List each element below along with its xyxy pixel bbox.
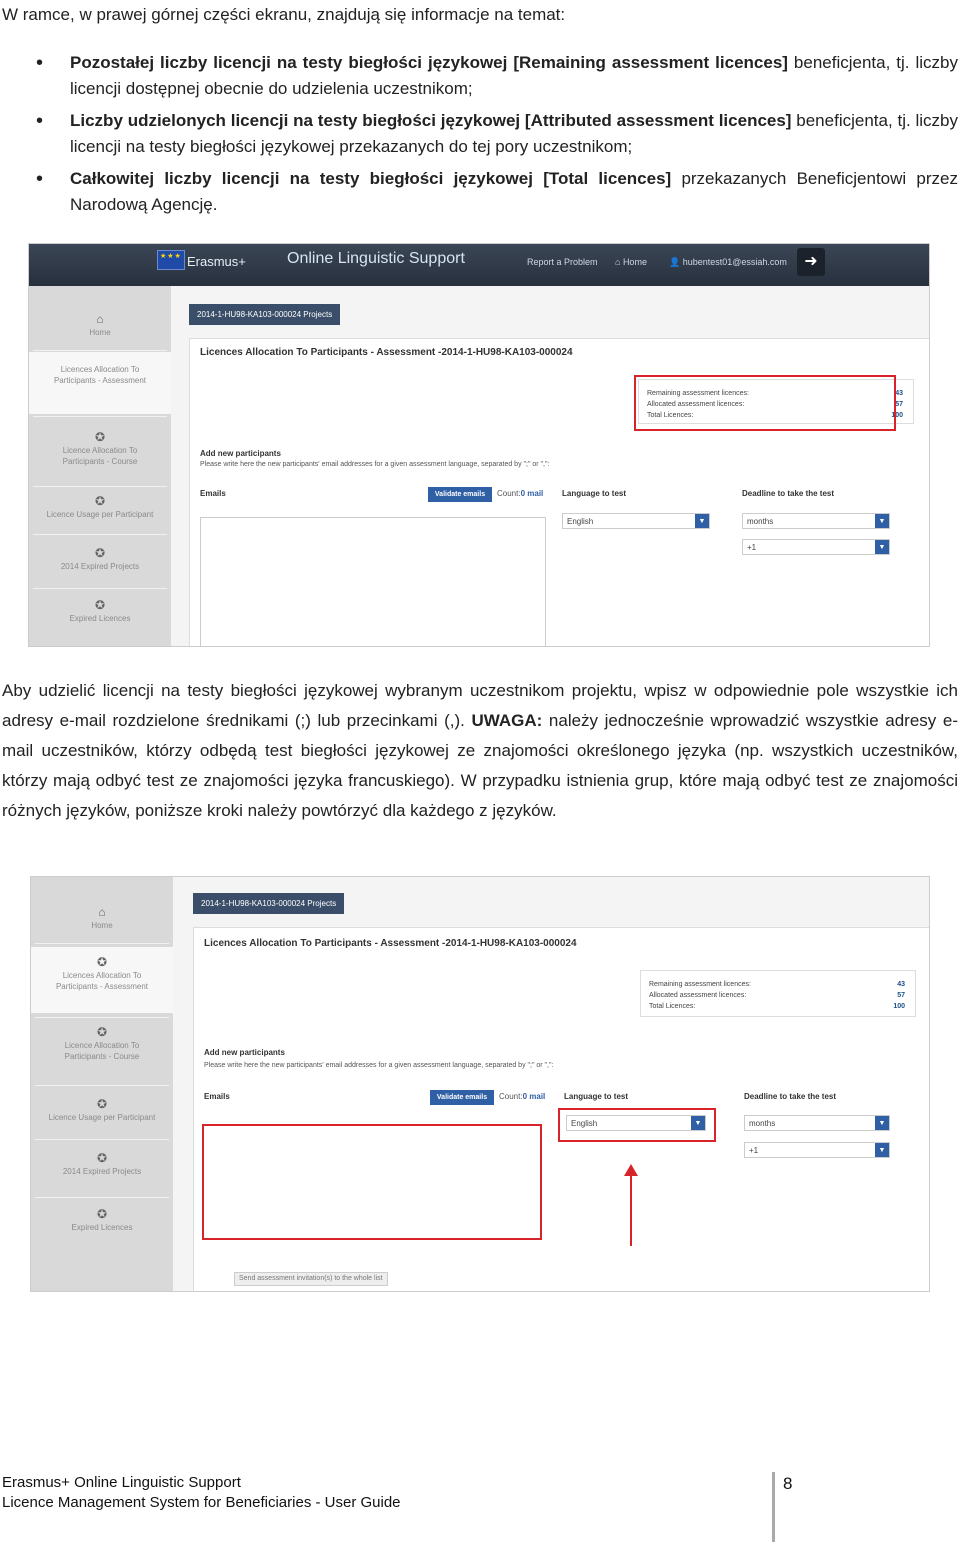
home-icon: ⌂ — [98, 905, 106, 919]
main-panel — [193, 927, 930, 1292]
divider — [33, 588, 167, 589]
stat-allocated — [649, 990, 915, 1001]
months-value: months — [749, 1119, 776, 1128]
sidebar-item-assessment[interactable] — [29, 352, 171, 414]
licence-stats — [640, 970, 916, 1017]
sidebar-item-label: Licences Allocation To Participants - Assessment — [53, 365, 147, 385]
list-item — [36, 166, 958, 218]
deadline-label: Deadline to take the test — [744, 1092, 837, 1101]
divider — [33, 350, 167, 351]
stats-explanation-list — [36, 50, 958, 224]
validate-emails-button[interactable]: Validate emails — [428, 487, 492, 502]
page-number: 8 — [783, 1474, 793, 1493]
language-value: English — [571, 1119, 598, 1128]
language-label: Language to test — [564, 1092, 629, 1101]
warning-label: UWAGA: — [471, 711, 543, 730]
screenshot-stats — [28, 243, 930, 647]
award-icon: ✪ — [94, 598, 106, 612]
plus-select[interactable] — [742, 539, 890, 555]
instructions-paragraph — [2, 676, 958, 826]
stat-value: 100 — [891, 412, 903, 419]
sidebar-item-label: 2014 Expired Projects — [60, 562, 140, 571]
count-value: 0 mail — [520, 489, 544, 498]
user-icon: 👤 — [669, 257, 683, 267]
logout-icon[interactable]: ➜ — [797, 248, 825, 276]
stat-value: 100 — [893, 1003, 905, 1010]
language-label: Language to test — [562, 489, 627, 498]
sidebar-item-label: Expired Licences — [71, 1223, 133, 1232]
home-icon: ⌂ — [96, 312, 104, 326]
bullet-text: przekazanych Beneficjentowi przez Narodową Agencję. — [70, 169, 958, 214]
add-participants-title: Add new participants — [200, 449, 281, 458]
stat-remaining — [649, 979, 915, 990]
eu-flag-icon — [157, 250, 185, 270]
stat-label: Allocated assessment licences: — [649, 992, 747, 999]
award-icon: ✪ — [94, 546, 106, 560]
validate-emails-button[interactable]: Validate emails — [430, 1090, 494, 1105]
sidebar-item-usage[interactable] — [29, 496, 171, 520]
language-value: English — [567, 517, 594, 526]
language-select[interactable] — [566, 1115, 706, 1131]
award-icon: ✪ — [94, 430, 106, 444]
sidebar-item-expired-projects[interactable] — [31, 1153, 173, 1177]
list-item — [36, 108, 958, 160]
add-participants-hint: Please write here the new participants' email addresses for a given assessment language, separated by ";" or ",": — [200, 461, 550, 468]
paragraph-text: należy jednocześnie wprowadzić wszystkie adresy e-mail uczestników, którzy odbędą test biegłości językowej ze znajomości określonego języka (np. wszystkich uczestników, którzy mają odbyć test ze znajomości języka francuskiego). W przypadku istnienia grup, które mają odbyć test ze znajomości różnych języków, poniższe kroki należy powtórzyć dla każdego z języków. — [2, 711, 958, 820]
paragraph-text: Aby udzielić licencji na testy biegłości językowej wybranym uczestnikom projektu, wpisz w odpowiednie pole wszystkie ich adresy e-mail rozdzielone średnikami (;) lub przecinkami (,). — [2, 681, 958, 730]
list-item — [36, 50, 958, 102]
chevron-down-icon: ▼ — [875, 1116, 889, 1130]
arrow-shaft — [630, 1174, 632, 1246]
bullet-text: beneficjenta, tj. liczby licencji dostępnej obecnie do udzielenia uczestnikom; — [70, 53, 958, 98]
chevron-down-icon: ▼ — [875, 1143, 889, 1157]
chevron-down-icon: ▼ — [691, 1116, 705, 1130]
sidebar-item-expired-licences[interactable] — [29, 600, 171, 624]
emails-label: Emails — [200, 489, 226, 498]
sidebar-item-assessment[interactable] — [31, 947, 173, 1013]
project-tab[interactable]: 2014-1-HU98-KA103-000024 Projects — [193, 893, 344, 914]
project-tab[interactable]: 2014-1-HU98-KA103-000024 Projects — [189, 304, 340, 325]
add-participants-title: Add new participants — [204, 1048, 285, 1057]
sidebar-item-course[interactable] — [29, 432, 171, 467]
sidebar-item-label: Licence Usage per Participant — [46, 510, 154, 519]
chevron-down-icon: ▼ — [875, 514, 889, 528]
sidebar-item-label: Licences Allocation To Participants - Assessment — [55, 971, 149, 991]
home-link-label: Home — [622, 257, 647, 267]
bullet-text: beneficjenta, tj. liczby licencji na testy biegłości językowej przekazanych do tej pory uczestnikom; — [70, 111, 959, 156]
sidebar-item-label: Licence Allocation To Participants - Course — [64, 1041, 140, 1061]
sidebar-item-course[interactable] — [31, 1027, 173, 1062]
footer-divider — [772, 1472, 775, 1542]
award-icon: ✪ — [96, 1207, 108, 1221]
sidebar-item-label: Expired Licences — [69, 614, 131, 623]
user-email-link[interactable] — [669, 257, 787, 268]
plus-value: +1 — [749, 1146, 759, 1155]
divider — [35, 1017, 169, 1018]
sidebar-item-home[interactable] — [29, 314, 171, 338]
divider — [35, 1139, 169, 1140]
bullet-bold: Całkowitej liczby licencji na testy biegłości językowej [Total licences] — [70, 169, 672, 188]
brand-logo: Erasmus+ — [187, 254, 246, 269]
award-icon: ✪ — [96, 1097, 108, 1111]
add-participants-hint: Please write here the new participants' email addresses for a given assessment language, separated by ";" or ",": — [204, 1062, 554, 1069]
footer — [2, 1473, 401, 1513]
divider — [35, 1085, 169, 1086]
months-value: months — [747, 517, 774, 526]
home-link[interactable] — [615, 257, 647, 267]
stat-value: 57 — [897, 992, 905, 999]
months-select[interactable] — [744, 1115, 890, 1131]
intro-text: W ramce, w prawej górnej części ekranu, znajdują się informacje na temat: — [2, 5, 566, 24]
bullet-bold: Pozostałej liczby licencji na testy biegłości językowej [Remaining assessment licences] — [70, 53, 788, 72]
divider — [33, 416, 167, 417]
panel-title: Licences Allocation To Participants - Assessment -2014-1-HU98-KA103-000024 — [204, 938, 577, 949]
sidebar-item-label: 2014 Expired Projects — [62, 1167, 142, 1176]
emails-label: Emails — [204, 1092, 230, 1101]
plus-value: +1 — [747, 543, 757, 552]
main-panel — [189, 338, 930, 647]
award-icon: ✪ — [94, 494, 106, 508]
divider — [33, 486, 167, 487]
stat-label: Allocated assessment licences: — [647, 401, 745, 408]
emails-textarea[interactable] — [202, 1124, 542, 1240]
sidebar-item-label: Licence Allocation To Participants - Course — [62, 446, 138, 466]
sidebar-item-usage[interactable] — [31, 1099, 173, 1123]
ols-title: Online Linguistic Support — [287, 250, 465, 267]
sidebar-item-label: Home — [89, 328, 111, 337]
send-invitations-button[interactable]: Send assessment invitation(s) to the whole list — [234, 1272, 388, 1286]
bullet-bold: Liczby udzielonych licencji na testy biegłości językowej [Attributed assessment licences] — [70, 111, 792, 130]
stat-label: Remaining assessment licences: — [647, 390, 749, 397]
highlight-box — [634, 375, 896, 431]
count-label: Count: — [499, 1092, 523, 1101]
screenshot-language — [30, 876, 930, 1292]
top-bar — [29, 244, 929, 286]
email-count — [497, 489, 543, 498]
sidebar-item-expired-licences[interactable] — [31, 1209, 173, 1233]
stat-value: 57 — [895, 401, 903, 408]
divider — [35, 1197, 169, 1198]
stat-label: Remaining assessment licences: — [649, 981, 751, 988]
sidebar-item-expired-projects[interactable] — [29, 548, 171, 572]
footer-line-2: Licence Management System for Beneficiaries - User Guide — [2, 1494, 401, 1511]
stat-value: 43 — [895, 390, 903, 397]
chevron-down-icon: ▼ — [695, 514, 709, 528]
award-icon: ✪ — [96, 1151, 108, 1165]
stat-label: Total Licences: — [649, 1003, 696, 1010]
chevron-down-icon: ▼ — [875, 540, 889, 554]
sidebar — [31, 877, 173, 1291]
language-select[interactable] — [562, 513, 710, 529]
email-count — [499, 1092, 545, 1101]
award-icon: ✪ — [96, 955, 108, 969]
plus-select[interactable] — [744, 1142, 890, 1158]
sidebar — [29, 286, 171, 646]
divider — [35, 943, 169, 944]
stat-label: Total Licences: — [647, 412, 694, 419]
count-label: Count: — [497, 489, 521, 498]
footer-line-1: Erasmus+ Online Linguistic Support — [2, 1474, 241, 1491]
stat-value: 43 — [897, 981, 905, 988]
emails-textarea[interactable] — [200, 517, 546, 647]
sidebar-item-home[interactable] — [31, 907, 173, 931]
deadline-label: Deadline to take the test — [742, 489, 835, 498]
stat-total — [649, 1001, 915, 1012]
panel-title: Licences Allocation To Participants - Assessment -2014-1-HU98-KA103-000024 — [200, 347, 573, 358]
award-icon: ✪ — [96, 1025, 108, 1039]
count-value: 0 mail — [522, 1092, 546, 1101]
user-email-label: hubentest01@essiah.com — [682, 257, 787, 267]
home-icon: ⌂ — [615, 257, 623, 267]
sidebar-item-label: Home — [91, 921, 113, 930]
sidebar-item-label: Licence Usage per Participant — [48, 1113, 156, 1122]
months-select[interactable] — [742, 513, 890, 529]
divider — [33, 534, 167, 535]
report-problem-link[interactable]: Report a Problem — [527, 257, 598, 267]
